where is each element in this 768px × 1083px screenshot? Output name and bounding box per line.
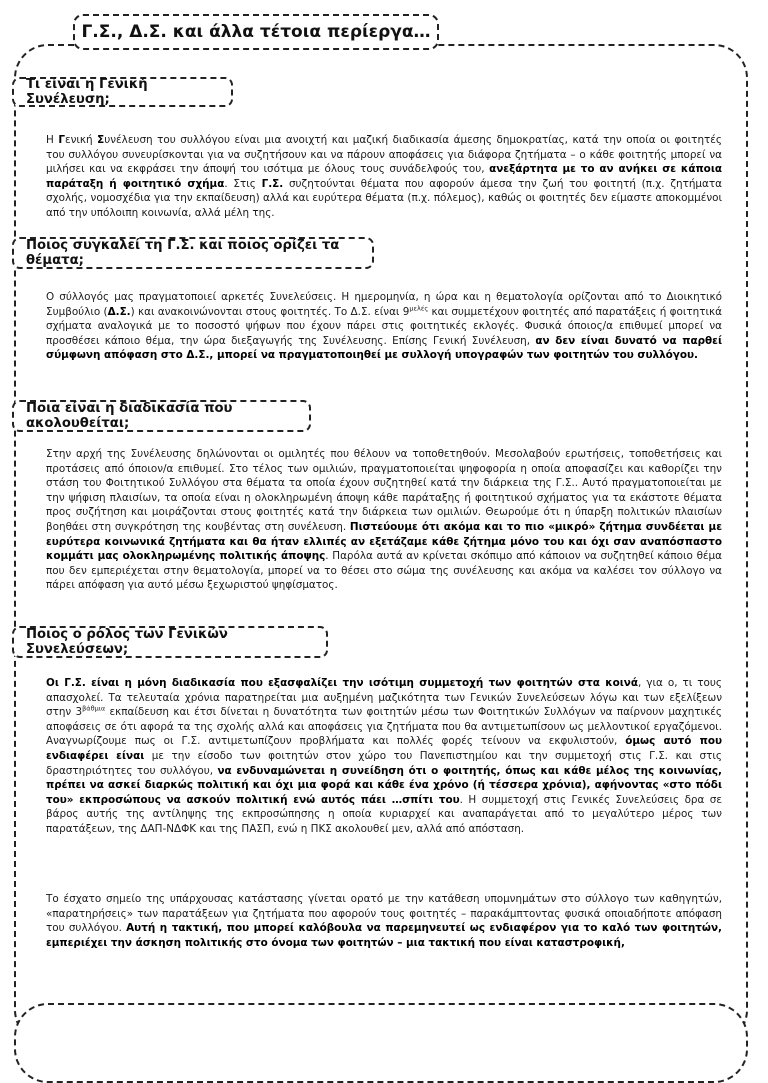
text-run: ) και ανακοινώνονται στους φοιτητές. Το Δ.Σ. είναι 9 [130,305,410,318]
paragraph-general-assembly [46,133,722,221]
text-run: και συμμετέχουν φοιτητές από παρατάξεις ή φοιτητικά σχήματα αναλογικά με το ποσοστό ψήφων που έχουν πάρει στις φοιτητικές εκλογές. Φυσικά όποιος/α επιθυμεί μπορεί να προσθέσει κάποιο θέμα, την ώρα διεξαγωγής της Συνέλευσης. Επίσης Γενική Συνέλευση, [46,305,722,347]
bold-run: Σ [97,134,105,146]
text-run: υνέλευση του συλλόγου είναι μια ανοιχτή και μαζική διαδικασία άμεσης δημοκρατίας, κατά την οποία οι φοιτητές του συλλόγου συνευρίσκονται για να συζητήσουν και να πάρουν αποφάσεις για διάφορα ζητήματα – ο κάθε φοιτητής μπορεί να μιλήσει και να εκφράσει την άποψή του ισότιμα με όλους τους συνάδελφούς του, [46,134,722,176]
bold-run: Αυτή η τακτική, που μπορεί καλόβουλα να παρεμηνευτεί ως ενδιαφέρον για το καλό των φοιτητών, εμπεριέχει την άσκηση πολιτικής στο όνομα των φοιτητών – μια τακτική που είναι καταστροφική, [46,922,722,949]
superscript-run: βάθμια [82,704,106,713]
paragraph-memoranda [46,892,722,950]
bold-run: Δ.Σ. [107,305,131,318]
text-run: Ο σύλλογός μας πραγματοποιεί αρκετές Συνελεύσεις. Η ημερομηνία, η ώρα και η θεματολογία ορίζονται από το Διοικητικό Συμβούλιο ( [46,291,722,318]
bold-run: να ενδυναμώνεται η συνείδηση ότι ο φοιτητής, όπως και κάθε μέλος της κοινωνίας, πρέπει να ασκεί διαρκώς πολιτική και όχι μια φορά και κάθε ένα χρόνο (ή τέσσερα χρόνια), αφήνοντας «στο πόδι του» εκπροσώπους να ασκούν πολιτική ενώ αυτός πάει …σπίτι του [46,764,722,806]
heading-what-is-general-assembly: Τι είναι η Γενική Συνέλευση; [12,77,233,107]
text-run: Το έσχατο σημείο της υπάρχουσας κατάστασης γίνεται ορατό με την κατάθεση υπομνημάτων στο σύλλογο των καθηγητών, «παρατηρήσεις» των παρατάξεων για ζητήματα που αφορούν τους φοιτητές – παρακάμπτοντας φυσικά οποιαδήποτε απόφαση του συλλόγου. [46,893,722,935]
text-run: ενική [64,134,98,146]
paragraph-procedure [46,447,722,593]
heading-who-convenes: Ποιος συγκαλεί τη Γ.Σ. και ποιος ορίζει τα θέματα; [12,237,374,269]
paragraph-role [46,676,722,837]
paragraph-who-convenes [46,290,722,363]
bold-run: ανεξάρτητα με το αν ανήκει σε κάποια παράταξη ή φοιτητικό σχήμα [46,163,723,190]
text-run: . Στις [224,177,262,190]
heading-role: Ποιος ο ρόλος των Γενικών Συνελεύσεων; [12,626,328,658]
bold-run: αν δεν είναι δυνατό να παρθεί σύμφωνη απόφαση στο Δ.Σ., μπορεί να πραγματοποιηθεί με συλλογή υπογραφών των φοιτητών του συλλόγου. [46,334,722,362]
next-page-frame [14,1003,748,1083]
heading-procedure: Ποια είναι η διαδικασία που ακολουθείται; [12,400,311,432]
text-run: . Η συμμετοχή στις Γενικές Συνελεύσεις δρα σε βάρος αυτής της αντίληψης της εκπροσώπησης η οποία κυριαρχεί και αναπαράγεται από το μεγαλύτερο μέρος των παρατάξεων, της ΔΑΠ-ΝΔΦΚ και της ΠΑΣΠ, ενώ η ΠΚΣ ακολουθεί μεν, αλλά από απόσταση. [46,793,722,835]
bold-run: Γ.Σ. [261,177,284,190]
text-run: . Παρόλα αυτά αν κρίνεται σκόπιμο από κάποιον να συζητηθεί κάποιο θέμα που δεν εμπεριέχεται στην θεματολογία, μπορεί να το θέσει στο σώμα της συνέλευσης και ακόμα να καλέσει τον σύλλογο να πάρει απόφαση για αυτό μέσω ξεχωριστού ψηφίσματος. [46,550,722,592]
text-run: με την είσοδο των φοιτητών στον χώρο του Πανεπιστημίου και την συμμετοχή στις Γ.Σ. και στις δραστηριότητες του συλλόγου, [46,749,722,777]
text-run: Η [46,134,59,146]
text-run: εκπαίδευση και έτσι δίνεται η δυνατότητα των φοιτητών μέσω των Φοιτητικών Συλλόγων να παίρνουν μαχητικές αποφάσεις σε ότι αφορά τα της σχολής αλλά και αποφάσεις για ζητήματα που θα αντιμετωπίσουν ως μελλοντικοί εργαζόμενοι. Αναγνωρίζουμε πως οι Γ.Σ. αντιμετωπίζουν προβλήματα και πολλές φορές τείνουν να εκφυλιστούν, [46,706,722,748]
text-run: Στην αρχή της Συνέλευσης δηλώνονται οι ομιλητές που θέλουν να τοποθετηθούν. Μεσολαβούν ερωτήσεις, τοποθετήσεις και προτάσεις από όποιον/α επιθυμεί. Στο τέλος των ομιλιών, πραγματοποιείται ψηφοφορία η οποία αποφασίζει και καθορίζει την στάση του Φοιτητικού Συλλόγου στα θέματα τα οποία έχουν συζητηθεί κατά την διάρκεια της Γ.Σ.. Αυτό πραγματοποιείται με την ψήφιση πλαισίων, τα οποία είναι η ολοκληρωμένη άποψη κάθε παράταξης ή φοιτητικού σχήματος για τα εκάστοτε θέματα προς συζήτηση και μοιράζονται στους φοιτητές κατά την διάρκεια των ομιλιών. Θεωρούμε ότι η ύπαρξη πολιτικών πλαισίων βοηθάει στη συγκρότηση της κουβέντας στη συνέλευση. [46,448,722,533]
text-run: , για ο, τι τους απασχολεί. Τα τελευταία χρόνια παρατηρείται μια αυξημένη μαζικότητα των Γενικών Συνελεύσεων λόγω και των εξελίξεων στην 3 [46,677,722,719]
superscript-run: μελές [409,304,429,313]
bold-run: όμως αυτό που ενδιαφέρει είναι [46,735,723,762]
page-title: Γ.Σ., Δ.Σ. και άλλα τέτοια περίεργα… [73,14,439,50]
text-run: συζητούνται θέματα που αφορούν άμεσα την ζωή του φοιτητή (π.χ. ζητήματα σχολής, νομοσχέδια για την εκπαίδευση) αλλά και ευρύτερα θέματα (π.χ. πόλεμος), καθώς οι φοιτητές δεν είμαστε αποκομμένοι από την υπόλοιπη κοινωνία, αλλά μέλη της. [46,177,722,219]
bold-run: Γ [58,134,65,146]
bold-run: Οι Γ.Σ. είναι η μόνη διαδικασία που εξασφαλίζει την ισότιμη συμμετοχή των φοιτητών στα κοινά [46,677,639,689]
bold-run: Πιστεύουμε ότι ακόμα και το πιο «μικρό» ζήτημα συνδέεται με ευρύτερα κοινωνικά ζητήματα και θα ήταν ελλιπές αν εξετάζαμε κάθε ζήτημα μόνο του και όχι σαν αναπόσπαστο κομμάτι μας ολοκληρωμένης πολιτικής άποψης [46,520,722,563]
